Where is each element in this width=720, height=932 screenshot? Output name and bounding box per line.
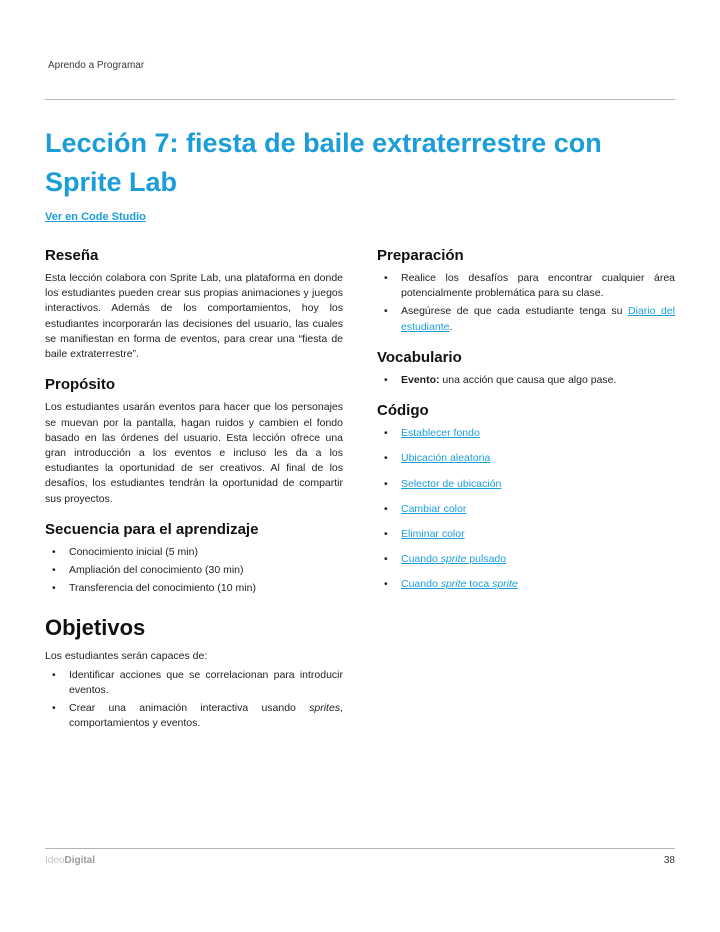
text-segment: Establecer fondo <box>401 427 480 440</box>
code-block-link-cambiar-color[interactable] <box>401 502 675 517</box>
page-title: Lección 7: fiesta de baile extraterrestre con Sprite Lab <box>45 128 602 197</box>
section-heading-resena: Reseña <box>45 247 99 264</box>
list-item <box>377 304 675 334</box>
list-item-text: Transferencia del conocimiento (10 min) <box>69 582 256 595</box>
running-header: Aprendo a Programar <box>48 60 145 71</box>
code-block-link-eliminar-color[interactable] <box>401 527 675 542</box>
view-in-code-studio-link[interactable]: Ver en Code Studio <box>45 211 146 223</box>
objetivos-intro: Los estudiantes serán capaces de: <box>45 649 208 662</box>
text-segment: toca <box>466 578 493 591</box>
list-item-text: Conocimiento inicial (5 min) <box>69 545 198 558</box>
text-segment: . <box>449 320 453 333</box>
text-segment: Crear una animación interactiva usando <box>69 702 310 715</box>
list-item-text <box>401 304 675 334</box>
list-item <box>377 502 675 517</box>
codigo-link-list <box>377 426 675 593</box>
resena-paragraph: Esta lección colabora con Sprite Lab, una plataforma en donde los estudiantes pueden crear sus propias animaciones y juegos interactivos. Además de los comportamientos, hoy los estudiantes incorporarán las decisiones del usuario, las cuales se manifiestan en forma de eventos, para crear una “fiesta de baile extraterrestre”. <box>45 272 343 361</box>
list-item <box>45 563 343 578</box>
text-segment: Realice los desafíos para encontrar cualquier área potencialmente problemática para su clase. <box>401 272 675 300</box>
bullet-icon: • <box>52 545 56 558</box>
list-item <box>377 426 675 441</box>
two-column-layout <box>45 233 675 735</box>
list-item <box>377 577 675 592</box>
text-segment: Asegúrese de que cada estudiante tenga su <box>401 305 628 318</box>
proposito-paragraph: Los estudiantes usarán eventos para hacer que los personajes se muevan por la pantalla, hagan ruidos y cambien el fondo basado en las órdenes del usuario. Esta lección ofrece una gran introducción a los eventos e incluso les da a los estudiantes la oportunidad de ser creativos. Al final de los desafíos, los estudiantes tendrán la oportunidad de compartir sus proyectos. <box>45 401 343 505</box>
secuencia-list <box>45 545 343 597</box>
bullet-icon: • <box>384 527 388 540</box>
list-item-text <box>69 701 343 731</box>
bullet-icon: • <box>384 578 388 591</box>
list-item <box>45 545 343 560</box>
section-heading-vocabulario: Vocabulario <box>377 348 462 366</box>
code-block-link-cuando-sprite-toca-sprite[interactable] <box>401 577 675 592</box>
vocabulario-list <box>377 373 675 388</box>
bullet-icon: • <box>384 477 388 490</box>
left-column <box>45 233 343 735</box>
text-segment: sprite <box>440 553 467 566</box>
bullet-icon: • <box>384 502 388 515</box>
text-segment: sprites <box>309 702 341 715</box>
inline-link[interactable]: Diario del estudiante <box>401 305 676 333</box>
text-segment: Eliminar color <box>401 527 465 540</box>
bullet-icon: • <box>384 272 388 284</box>
list-item <box>45 668 343 698</box>
vocabulary-definition <box>401 373 675 388</box>
list-item <box>377 451 675 466</box>
page-number: 38 <box>663 855 675 866</box>
list-item <box>377 373 675 388</box>
list-item <box>377 271 675 301</box>
list-item <box>377 552 675 567</box>
bullet-icon: • <box>52 582 56 595</box>
objetivos-list <box>45 668 343 732</box>
list-item-text <box>69 668 343 698</box>
section-heading-objetivos: Objetivos <box>45 614 146 640</box>
bullet-icon: • <box>384 452 388 465</box>
header-divider <box>45 99 675 100</box>
code-block-link-cuando-sprite-pulsado[interactable] <box>401 552 675 567</box>
footer-brand-light: Ideo <box>45 855 65 866</box>
text-segment: una acción que causa que algo pase. <box>439 373 617 386</box>
right-column <box>377 233 675 735</box>
bullet-icon: • <box>384 553 388 566</box>
text-segment: Ubicación aleatoria <box>401 452 491 465</box>
bullet-icon: • <box>384 427 388 440</box>
section-heading-secuencia: Secuencia para el aprendizaje <box>45 520 259 538</box>
list-item <box>45 701 343 731</box>
bullet-icon: • <box>52 668 56 681</box>
bullet-icon: • <box>384 305 388 318</box>
text-segment: Cuando <box>401 578 441 591</box>
text-segment: , comportamientos y eventos. <box>69 702 343 730</box>
text-segment: Cuando <box>401 553 441 566</box>
list-item-text <box>401 271 675 301</box>
bullet-icon: • <box>384 373 388 386</box>
preparacion-list <box>377 271 675 335</box>
section-heading-codigo: Código <box>377 402 429 420</box>
list-item <box>377 477 675 492</box>
list-item <box>45 581 343 596</box>
text-segment: Selector de ubicación <box>401 477 502 490</box>
text-segment: sprite <box>440 578 467 591</box>
footer-brand <box>45 855 95 866</box>
list-item <box>377 527 675 542</box>
code-block-link-selector-de-ubicacion[interactable] <box>401 477 675 492</box>
page-footer <box>45 848 675 866</box>
section-heading-preparacion: Preparación <box>377 247 464 264</box>
code-block-link-ubicacion-aleatoria[interactable] <box>401 451 675 466</box>
list-item-text: Ampliación del conocimiento (30 min) <box>69 564 244 577</box>
text-segment: Identificar acciones que se correlacionan para introducir eventos. <box>69 668 343 696</box>
footer-brand-bold: Digital <box>64 855 96 866</box>
section-heading-proposito: Propósito <box>45 376 115 394</box>
text-segment: Cambiar color <box>401 502 467 515</box>
bullet-icon: • <box>52 564 56 577</box>
text-segment: Evento: <box>401 373 440 386</box>
bullet-icon: • <box>52 702 56 715</box>
text-segment: sprite <box>492 578 518 591</box>
code-block-link-establecer-fondo[interactable] <box>401 426 675 441</box>
text-segment: pulsado <box>466 553 507 566</box>
